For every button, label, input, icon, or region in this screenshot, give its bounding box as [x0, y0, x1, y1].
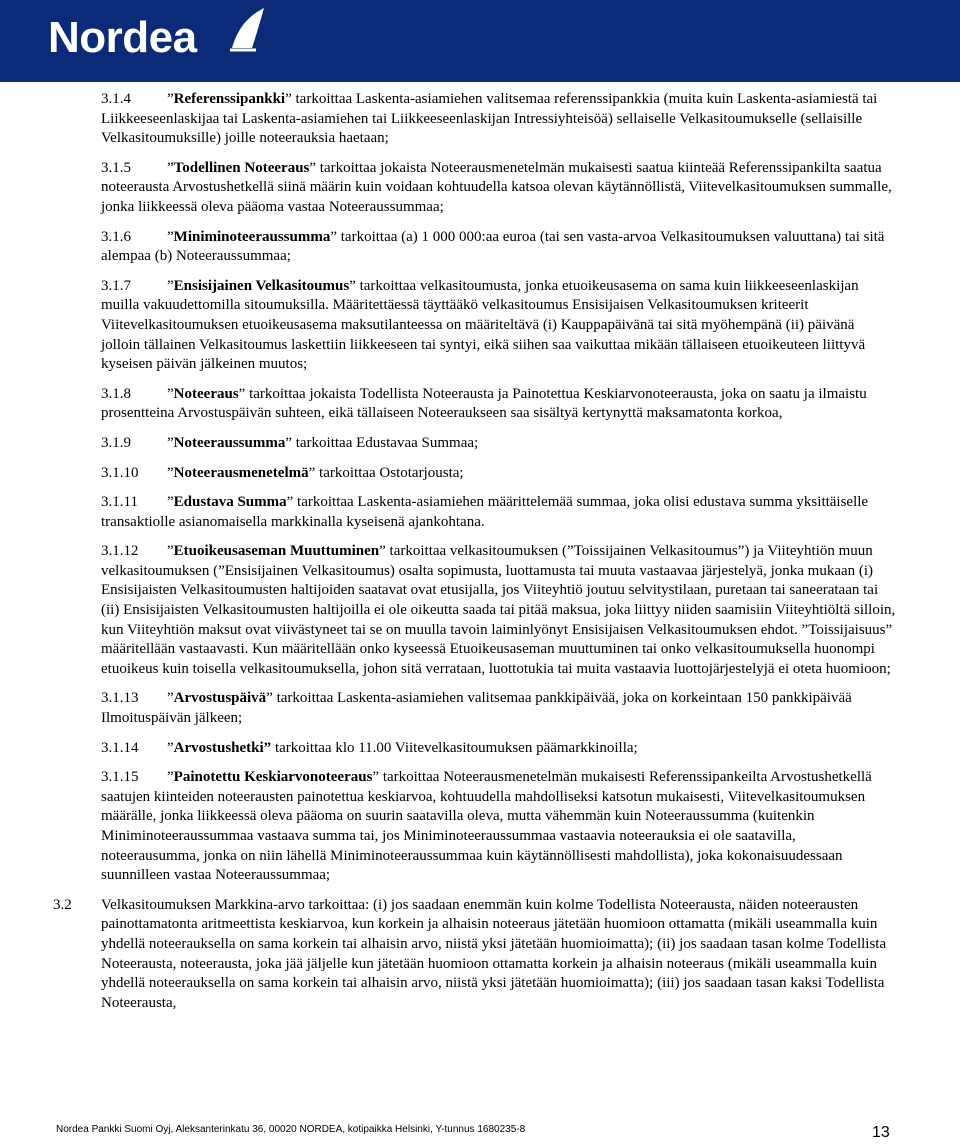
definition-text: ” tarkoittaa velkasitoumusta, jonka etuoikeusasema on sama kuin liikkeeseenlaskijan muilla vakuudettomilla sitoumuksilla. Määritettäessä täyttääkö velkasitoumus Ensisijaisen Velkasitoumuksen kriteerit Viitevelkasitoumuksen etuoikeusasema maksutilanteessa on määriteltävä (i) Kauppapäivänä tai sitä myöhempänä (ii) päivänä jolloin tällainen Velkasitoumus laskettiin liikkeeseen tai syntyi, eikä siihen saa vaikuttaa mikään tällaiseen etuoikeuteen liittyvä kyseisen päivän jälkeinen muutos; — [101, 277, 866, 373]
definition-text: ” tarkoittaa (a) 1 000 000:aa euroa (tai sen vasta-arvoa Velkasitoumuksen valuuttana) tai sitä alempaa (b) Noteeraussummaa; — [101, 228, 885, 265]
quote-open: ” — [167, 769, 174, 786]
definition-paragraph — [0, 493, 960, 532]
definition-text: tarkoittaa klo 11.00 Viitevelkasitoumuksen päämarkkinoilla; — [271, 739, 638, 756]
definition-paragraph — [0, 90, 960, 149]
nordea-logo — [48, 4, 278, 68]
definition-paragraph — [0, 277, 960, 375]
defined-term: Noteerausmenetelmä — [173, 464, 309, 481]
quote-open: ” — [167, 159, 174, 176]
definition-paragraph — [0, 689, 960, 728]
quote-open: ” — [167, 739, 174, 756]
quote-open: ” — [167, 385, 174, 402]
quote-open: ” — [167, 543, 174, 560]
logo-wordmark: Nordea — [48, 13, 197, 62]
defined-term: Ensisijainen Velkasitoumus — [173, 277, 350, 294]
defined-term: Noteeraussumma — [173, 434, 286, 451]
document-body — [0, 90, 960, 1023]
quote-open: ” — [167, 277, 174, 294]
definition-text: ” tarkoittaa Laskenta-asiamiehen määrittelemää summaa, joka olisi edustava summa yksittäiselle transaktiolle asianomaisella markkinalla kyseisenä ajankohtana. — [101, 494, 869, 530]
quote-open: ” — [167, 91, 174, 107]
clause-number: 3.1.13 — [101, 690, 139, 707]
clause-number: 3.1.8 — [101, 385, 131, 402]
definition-paragraph — [0, 739, 960, 759]
clause-number: 3.1.6 — [101, 228, 131, 245]
clause-number: 3.1.15 — [101, 769, 139, 786]
defined-term: Etuoikeusaseman Muuttuminen — [173, 543, 380, 560]
sail-icon — [226, 4, 272, 54]
definition-paragraph — [0, 434, 960, 454]
clause-number: 3.1.9 — [101, 434, 131, 451]
footer-text: Nordea Pankki Suomi Oyj, Aleksanterinkatu 36, 00020 NORDEA, kotipaikka Helsinki, Y-tunnus 1680235-8 — [56, 1124, 526, 1135]
defined-term: Painotettu Keskiarvonoteeraus — [173, 769, 373, 786]
clause-number: 3.1.12 — [101, 543, 139, 560]
definition-text: ” tarkoittaa jokaista Todellista Noteerausta ja Painotettua Keskiarvonoteerausta, joka on saatu ja ilmaistu prosentteina Arvostuspäivän suhteen, eikä tällaiseen Noteeraukseen saa sisältyä kertynyttä maksamatonta korkoa, — [101, 385, 867, 422]
clause-number: 3.1.5 — [101, 159, 131, 176]
definition-text: ” tarkoittaa Edustavaa Summaa; — [285, 434, 479, 451]
defined-term: Noteeraus — [173, 385, 239, 402]
quote-open: ” — [167, 690, 174, 707]
clause-number: 3.1.4 — [101, 91, 131, 107]
quote-open: ” — [167, 228, 174, 245]
definition-paragraph — [0, 228, 960, 267]
definition-paragraph — [0, 768, 960, 886]
header-band — [0, 0, 960, 82]
clause-number: 3.1.10 — [101, 464, 139, 481]
definition-paragraph — [0, 464, 960, 484]
clause-number: 3.1.14 — [101, 739, 139, 756]
defined-term: Edustava Summa — [173, 494, 287, 511]
defined-term: Referenssipankki — [173, 91, 286, 107]
definition-text: ” tarkoittaa jokaista Noteerausmenetelmän mukaisesti saatua kiinteää Referenssipankilta saatua noteerausta Arvostushetkellä siinä määrin kuin voidaan kohtuudella katsoa olevan käytännöllistä, Viitevelkasitoumuksen summalle, jonka liikkeessä oleva pääoma vastaa Noteeraussummaa; — [101, 159, 892, 215]
defined-term: Todellinen Noteeraus — [173, 159, 310, 176]
definition-paragraph — [0, 385, 960, 424]
section-text: Velkasitoumuksen Markkina-arvo tarkoittaa: (i) jos saadaan enemmän kuin kolme Todellista Noteerausta, näiden noteerausten painottamatonta aritmeettista keskiarvoa, kun korkein ja alhaisin noteeraus jätetään huomioon ottamatta (mikäli useammalla kuin yhdellä noteerauksella on sama korkein tai alhaisin arvo, niistä yksi jätetään huomioimatta); (ii) jos saadaan tasan kolme Todellista Noteerausta, noteerausta, joka jää jäljelle kun jätetään huomioon ottamatta korkein ja alhaisin noteeraus (mikäli useammalla kuin yhdellä noteerauksella on sama korkein tai alhaisin arvo, niistä yksi jätetään huomioimatta); (iii) jos saadaan tasan kaksi Todellista Noteerausta, — [101, 896, 887, 1011]
defined-term: Arvostuspäivä — [173, 690, 267, 707]
definition-text: ” tarkoittaa Ostotarjousta; — [308, 464, 464, 481]
section-number: 3.2 — [53, 896, 72, 913]
definition-text: ” tarkoittaa Noteerausmenetelmän mukaisesti Referenssipankeilta Arvostushetkellä saatujen kiinteiden noteerausten painotettua keskiarvoa, kohtuudella mahdolliseksi katsotun mukaisesti, Viitevelkasitoumuksen määrälle, jonka liikkeessä oleva pääoma on suurin saatavilla oleva, mutta vähemmän kuin Noteeraussumma (kuitenkin Miniminoteeraussummaa vastaava summa tai, jos Miniminoteeraussummaa vastaavia noteerauksia ei ole saatavilla, noteerausumma, jonka on niin lähellä Miniminoteeraussummaa kuin käytännöllisesti mahdollista), joka kokonaisuudessaan suunnilleen vastaa Noteeraussummaa; — [101, 769, 872, 884]
definition-text: ” tarkoittaa Laskenta-asiamiehen valitsemaa pankkipäivää, joka on korkeintaan 150 pankkipäivää Ilmoituspäivän jälkeen; — [101, 690, 852, 727]
defined-term: Arvostushetki” — [173, 739, 272, 756]
definition-text: ” tarkoittaa Laskenta-asiamiehen valitsemaa referenssipankkia (muita kuin Laskenta-asiamiestä tai Liikkeeseenlaskijaa tai Laskenta-asiamiehen tai Liikkeeseenlaskijan Intressiyhteisöä) sellaiselle Velkasitoumukselle (sellaisille Velkasitoumuksille) joille noteerauksia haetaan; — [101, 91, 878, 147]
definition-text: ” tarkoittaa velkasitoumuksen (”Toissijainen Velkasitoumus”) ja Viiteyhtiön muun velkasitoumuksen (”Ensisijainen Velkasitoumus) osalta sopimusta, luottamusta tai muuta vastaavaa järjestelyä, jonka mukaan (i) Ensisijaisten Velkasitoumusten haltijoiden saatavat ovat etusijalla, jos Viiteyhtiö joutuu selvitystilaan, puretaan tai saneerataan tai (ii) Ensisijaisten Velkasitoumusten haltijoilla ei ole oikeutta saada tai pitää maksua, joka liittyy niiden saamisiin Viiteyhtiöltä silloin, kun Viiteyhtiön maksut ovat viivästyneet tai se on muulla tavoin laiminlyönyt Ensisijaisen Velkasitoumuksen ehdot. ”Toissijaisuus” määritellään vastaavasti. Kun määritellään onko kyseessä Etuoikeusaseman muuttuminen tai onko velkasitoumuksella huonompi etuoikeus kuin toisella velkasitoumuksella, johon sitä verrataan, luottotukia tai muita vastaavia luottojärjestelyjä ei oteta huomioon; — [101, 543, 896, 677]
defined-term: Miniminoteeraussumma — [173, 228, 331, 245]
section-paragraph — [0, 896, 960, 1014]
page-number: 13 — [872, 1124, 890, 1141]
quote-open: ” — [167, 494, 174, 511]
quote-open: ” — [167, 434, 174, 451]
clause-number: 3.1.11 — [101, 494, 138, 511]
definition-paragraph — [0, 542, 960, 679]
definition-paragraph — [0, 159, 960, 218]
quote-open: ” — [167, 464, 174, 481]
clause-number: 3.1.7 — [101, 277, 131, 294]
